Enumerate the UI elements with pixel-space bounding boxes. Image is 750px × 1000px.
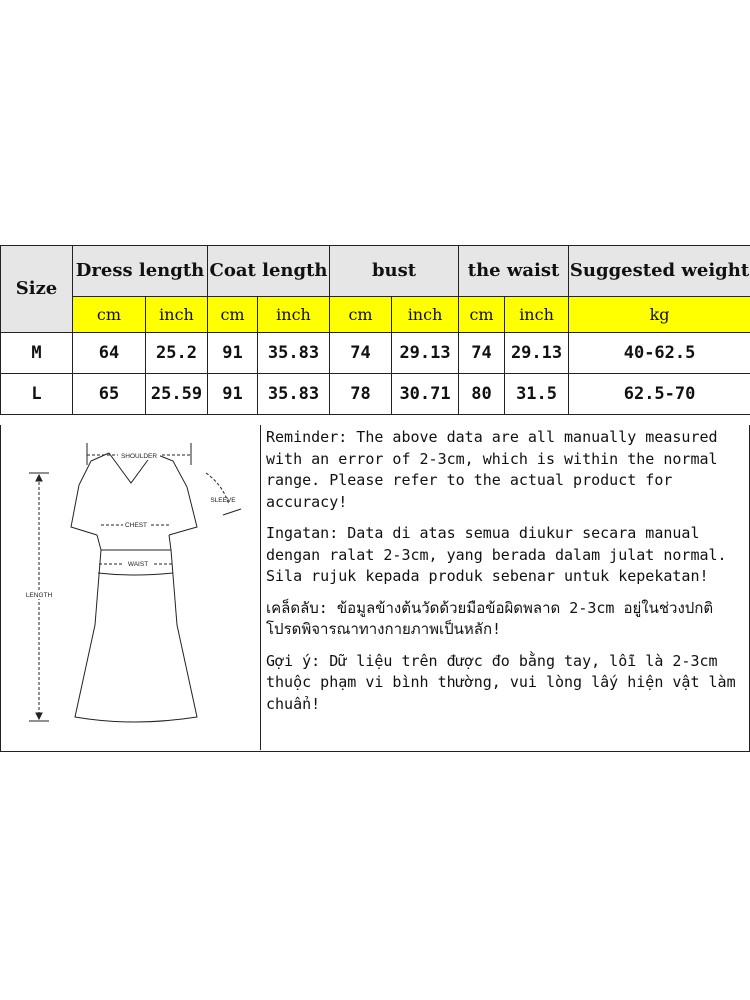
data-cell: 31.5: [505, 374, 569, 415]
note-malay: Ingatan: Data di atas semua diukur secara manual dengan ralat 2-3cm, yang berada dalam julat normal. Sila rujuk kepada produk sebenar untuk kepekatan!: [266, 524, 727, 585]
notes-panel: [266, 427, 748, 747]
data-cell: 91: [208, 374, 258, 415]
data-cell: 62.5-70: [569, 374, 750, 415]
measurement-diagram: [1, 425, 261, 750]
chest-label: CHEST: [124, 522, 148, 529]
data-cell: 29.13: [505, 333, 569, 374]
note-english: Reminder: The above data are all manually measured with an error of 2-3cm, which is within the normal range. Please refer to the actual product for accuracy!: [266, 428, 718, 511]
unit-cell: cm: [459, 297, 505, 333]
note-vietnamese: Gợi ý: Dữ liệu trên được đo bằng tay, lỗi là 2-3cm thuộc phạm vi bình thường, vui lòng lấy hiện vật làm chuẩn!: [266, 651, 736, 713]
data-cell: 35.83: [258, 333, 330, 374]
size-cell: M: [1, 333, 73, 374]
header-dress-length: Dress length: [73, 246, 208, 297]
header-bust: bust: [330, 246, 459, 297]
data-cell: 74: [330, 333, 392, 374]
data-cell: 80: [459, 374, 505, 415]
unit-cell: inch: [146, 297, 208, 333]
table-row: [1, 374, 750, 415]
data-cell: 30.71: [392, 374, 459, 415]
size-chart: [0, 245, 750, 753]
dress-illustration: [1, 425, 259, 750]
unit-cell: inch: [505, 297, 569, 333]
unit-cell: cm: [73, 297, 146, 333]
length-label: LENGTH: [25, 592, 53, 599]
header-weight: Suggested weight: [569, 246, 750, 297]
table-row: [1, 333, 750, 374]
header-coat-length: Coat length: [208, 246, 330, 297]
data-cell: 35.83: [258, 374, 330, 415]
shoulder-label: SHOULDER: [120, 453, 158, 460]
data-cell: 74: [459, 333, 505, 374]
data-cell: 64: [73, 333, 146, 374]
info-section: [0, 425, 750, 752]
unit-cell: kg: [569, 297, 750, 333]
unit-cell: inch: [258, 297, 330, 333]
unit-cell: cm: [208, 297, 258, 333]
data-cell: 65: [73, 374, 146, 415]
data-cell: 29.13: [392, 333, 459, 374]
data-cell: 25.59: [146, 374, 208, 415]
units-row: [1, 297, 750, 333]
data-cell: 78: [330, 374, 392, 415]
sleeve-label: SLEEVE: [210, 497, 236, 504]
waist-label: WAIST: [127, 561, 149, 568]
header-waist: the waist: [459, 246, 569, 297]
header-row: [1, 246, 750, 297]
note-thai: เคล็ดลับ: ข้อมูลข้างต้นวัดด้วยมือข้อผิดพลาด 2-3cm อยู่ในช่วงปกติโปรดพิจารณาทางกายภาพเป็นหลัก!: [266, 598, 714, 638]
data-cell: 91: [208, 333, 258, 374]
size-cell: L: [1, 374, 73, 415]
size-table: [0, 245, 750, 415]
data-cell: 40-62.5: [569, 333, 750, 374]
header-size: Size: [1, 246, 73, 333]
data-cell: 25.2: [146, 333, 208, 374]
unit-cell: inch: [392, 297, 459, 333]
unit-cell: cm: [330, 297, 392, 333]
